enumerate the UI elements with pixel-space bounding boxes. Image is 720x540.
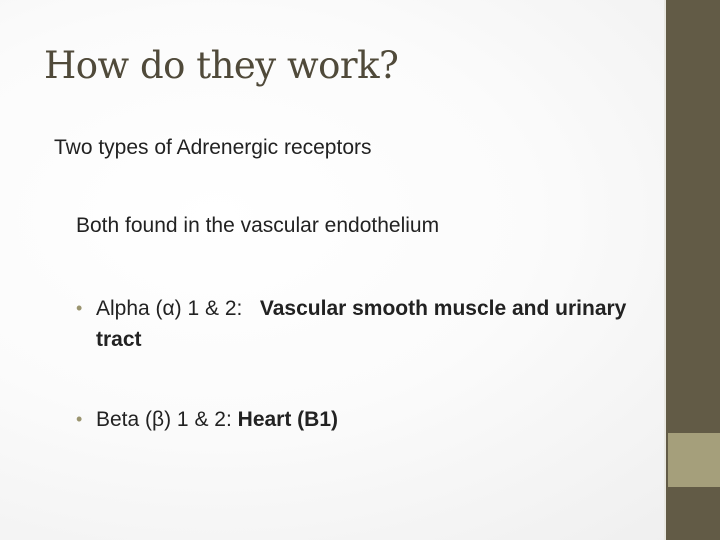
bullet-label-alpha: Alpha (α) 1 & 2:: [96, 297, 243, 320]
bullet-item-alpha: [76, 293, 636, 355]
body-line-location: Both found in the vascular endothelium: [76, 214, 440, 237]
bullet-marker: •: [76, 298, 83, 318]
slide-title: How do they work?: [44, 44, 399, 87]
bullet-label-beta: Beta (β) 1 & 2:: [96, 408, 232, 431]
bullet-marker: •: [76, 409, 83, 429]
bullet-detail-beta: Heart (B1): [237, 408, 339, 431]
bullet-detail-alpha: Vascular smooth muscle and urinary tract: [96, 297, 627, 351]
bullet-item-beta: [76, 404, 636, 435]
body-line-receptor-types: Two types of Adrenergic receptors: [54, 136, 372, 159]
sidebar-accent-block: [668, 433, 720, 487]
